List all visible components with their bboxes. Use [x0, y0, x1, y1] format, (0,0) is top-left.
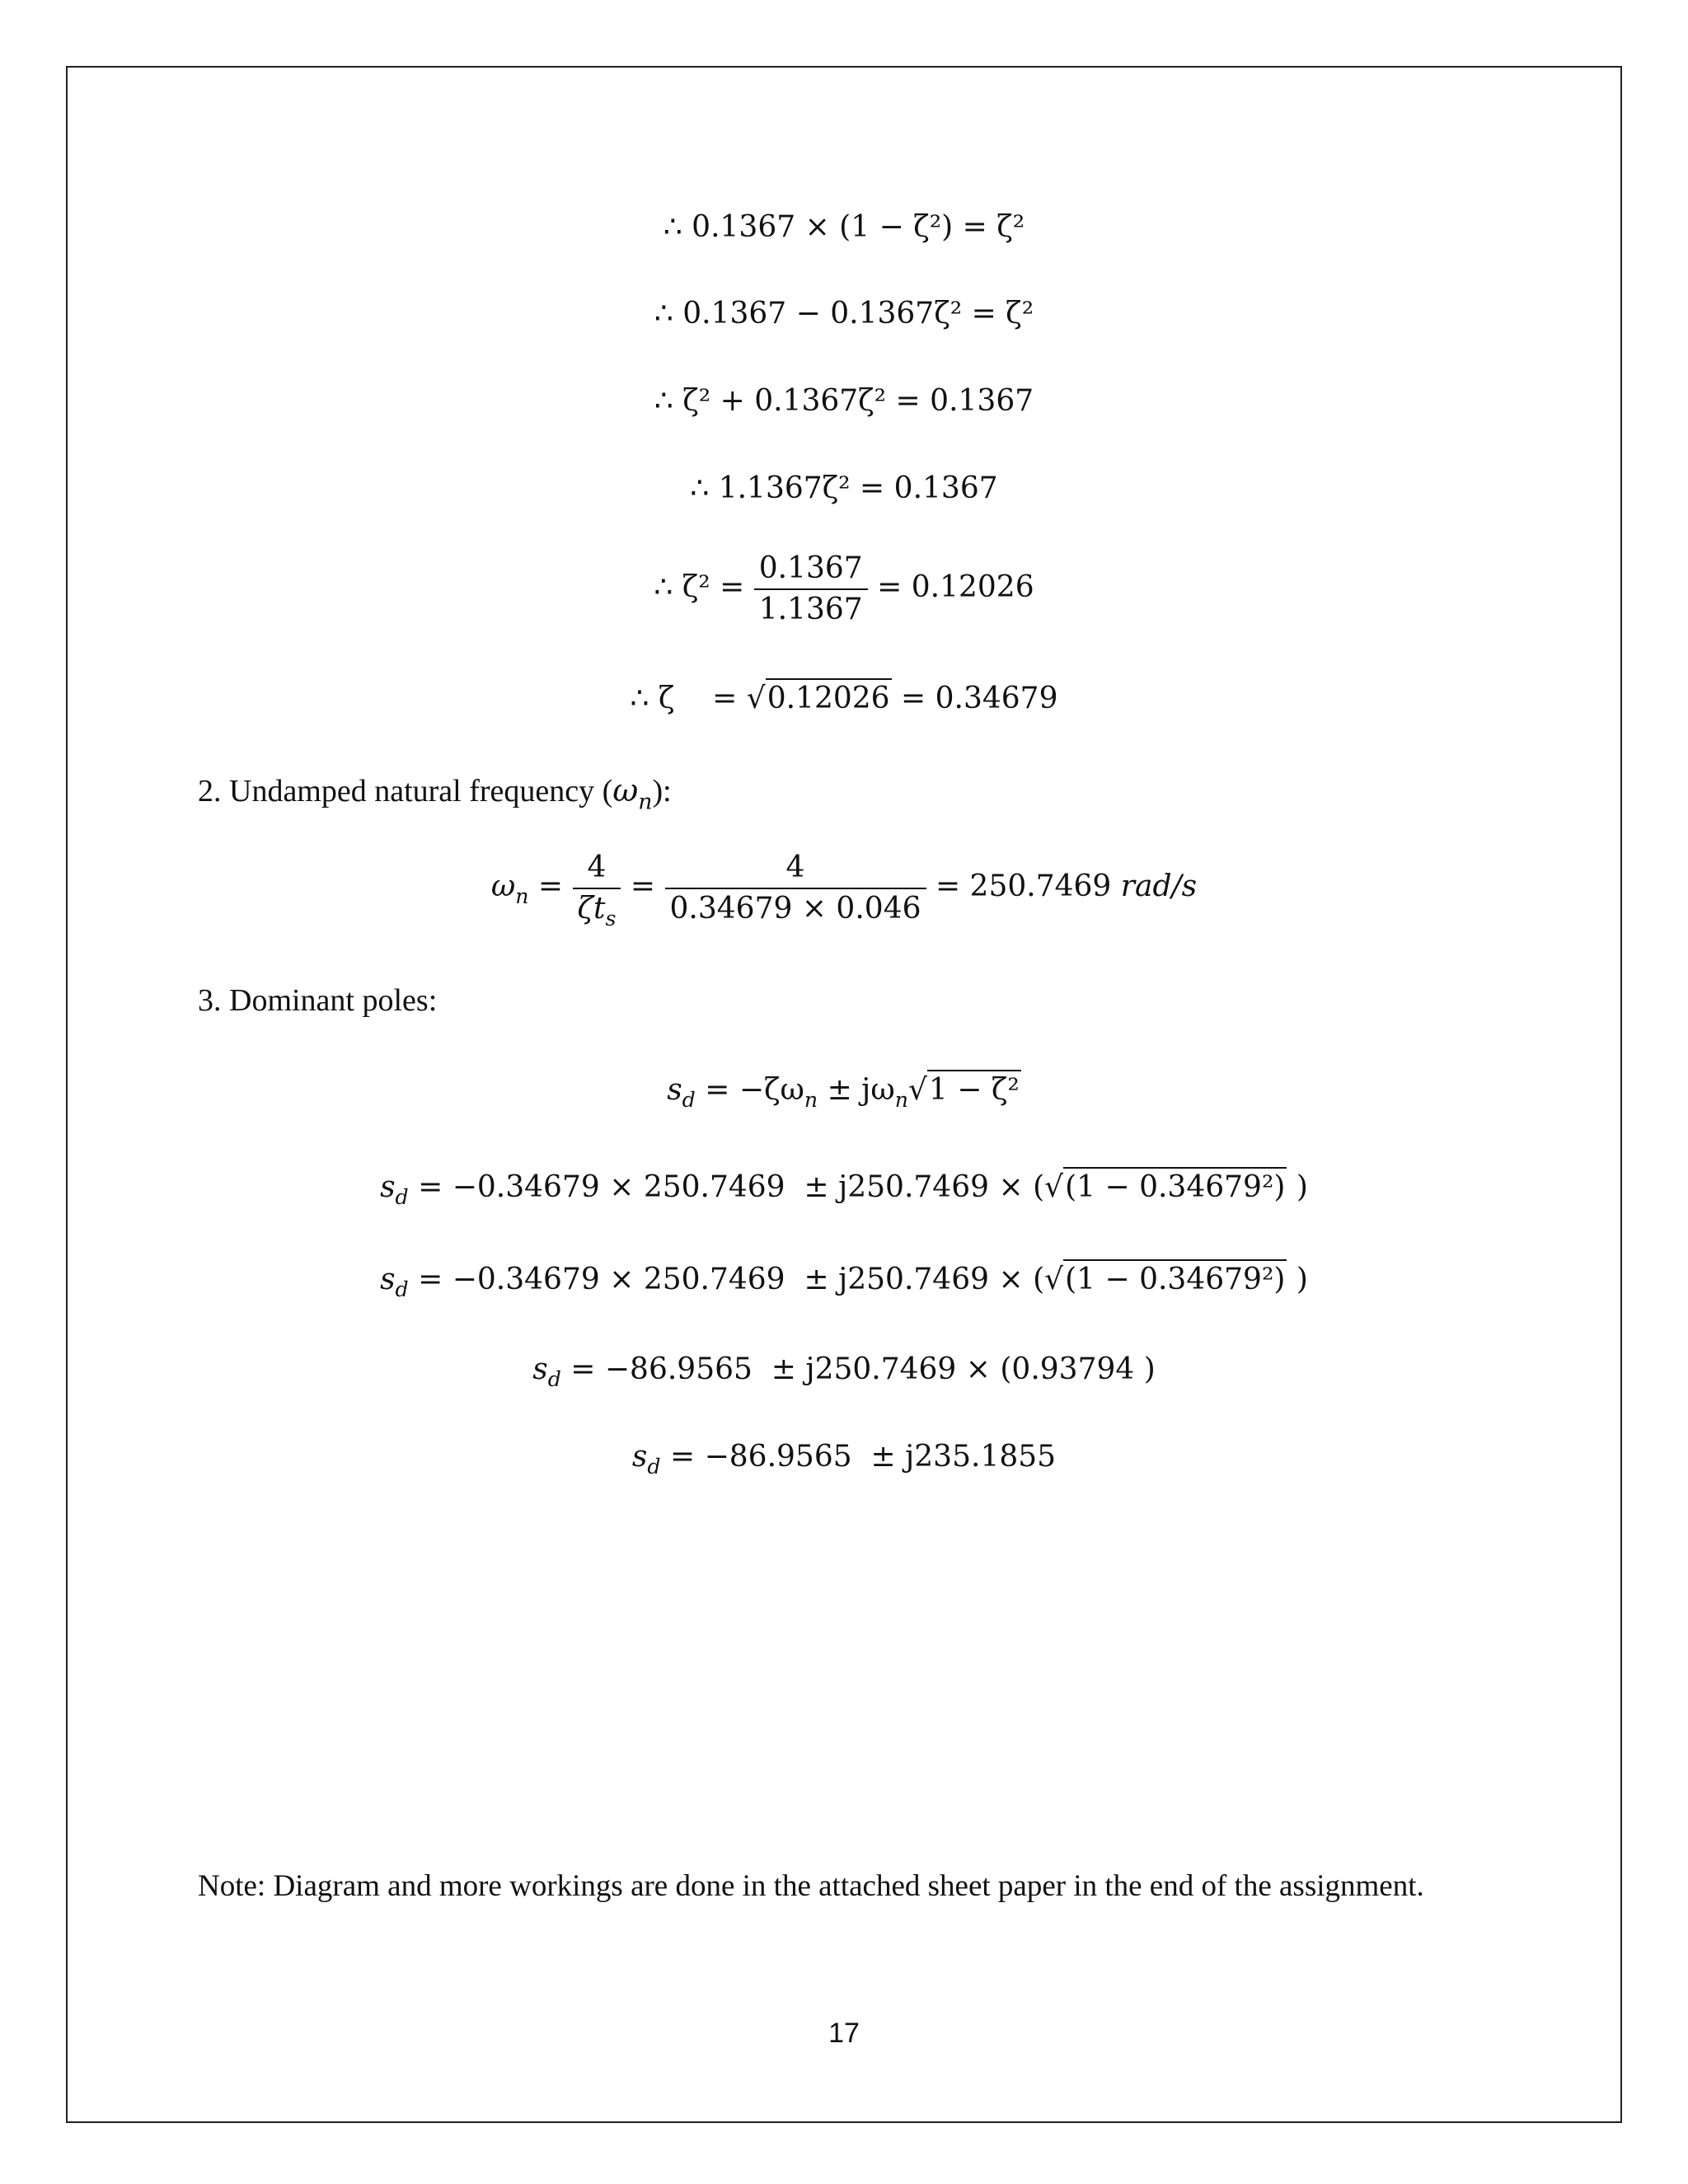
wn-lhs: ω — [490, 869, 516, 903]
wn-lhs-sub: n — [515, 883, 529, 908]
eq5-rhs: = 0.12026 — [877, 570, 1034, 604]
eq5-numerator: 0.1367 — [754, 554, 868, 590]
heading-2-omega-sub: n — [638, 789, 653, 815]
sd1-text: = −ζω — [705, 1073, 804, 1107]
note-text: Note: Diagram and more workings are done in the attached sheet paper in the end of the assignment. — [198, 1869, 1424, 1903]
eq6-radicand: 0.12026 — [766, 678, 892, 715]
sqrt-symbol: √0.12026 — [747, 684, 892, 714]
sd3-text: = −0.34679 × 250.7469 ± j250.7469 × ( — [418, 1263, 1045, 1296]
sd4-text: = −86.9565 ± j250.7469 × (0.93794 ) — [570, 1352, 1156, 1386]
heading-2-end: ): — [652, 774, 672, 808]
sd5-text: = −86.9565 ± j235.1855 — [669, 1440, 1057, 1474]
page-number: 17 — [828, 2018, 860, 2049]
equation-sd-1: $s_d = -\zeta\omega_n \pm j\omega_n√1 - \zeta^2$ — [0, 1076, 1688, 1105]
equation-sd-2: $s_d = -0.34679 \times 250.7469 \pm j250.7469 \times (√(1 - 0.34679^2)$ ) — [0, 1173, 1688, 1202]
sqrt-symbol: √1 − ζ² — [908, 1076, 1021, 1105]
eq5-lhs: ∴ ζ² = — [654, 570, 745, 604]
equation-5 — [0, 551, 1688, 626]
equation-sd-4: $s_d = -86.9565 \pm j250.7469 \times (0.93794$ ) — [532, 1352, 1156, 1391]
wn-num-2: 4 — [665, 853, 926, 889]
wn-unit: rad/s — [1120, 869, 1198, 903]
heading-natural-frequency — [198, 772, 672, 815]
equation-omega-n: $\omega_n$ = $\frac{4}{\zeta t_s}$ = $\frac{4}{0.34679 \times 0.046}$ = 250.7469 rad/s — [490, 851, 1198, 930]
equation-sd-3: $s_d = -0.34679 \times 250.7469 \pm j250.7469 \times (√(1 - 0.34679^2)$ ) — [0, 1265, 1688, 1295]
eq6-lhs: ∴ ζ = — [630, 682, 738, 715]
sd1-mid: ± jω — [818, 1073, 895, 1107]
wn-den-2: 0.34679 × 0.046 — [669, 892, 921, 926]
sqrt-symbol: √(1 − 0.34679²) — [1044, 1265, 1287, 1295]
equation-4: ∴ 1.1367ζ² = 0.1367 — [690, 471, 998, 505]
heading-2-omega: ω — [612, 772, 639, 808]
wn-rhs: = 250.7469 — [935, 869, 1112, 903]
sd2-radicand: (1 − 0.34679²) — [1063, 1167, 1287, 1204]
sd3-radicand: (1 − 0.34679²) — [1063, 1259, 1287, 1296]
sd1-mid-sub: n — [894, 1087, 908, 1112]
eq6-rhs: = 0.34679 — [901, 682, 1058, 715]
sd1-sub: n — [804, 1087, 818, 1112]
wn-den-1 — [573, 889, 621, 930]
heading-2-text: 2. Undamped natural frequency ( — [198, 774, 613, 808]
sqrt-symbol: √(1 − 0.34679²) — [1044, 1173, 1287, 1202]
sd2-close: ) — [1287, 1170, 1308, 1204]
wn-num-1: 4 — [573, 853, 621, 889]
equation-6 — [0, 684, 1688, 714]
equation-2: ∴ 0.1367 − 0.1367ζ² = ζ² — [654, 297, 1034, 330]
sd1-radicand: 1 − ζ² — [927, 1070, 1021, 1107]
wn-fraction-2 — [665, 853, 926, 924]
wn-fraction-1 — [573, 851, 621, 930]
eq5-denominator: 1.1367 — [758, 593, 863, 626]
equation-1: ∴ 0.1367 × (1 − ζ²) = ζ² — [663, 210, 1025, 244]
eq5-fraction — [754, 551, 868, 626]
sd3-close: ) — [1287, 1263, 1308, 1296]
sd2-text: = −0.34679 × 250.7469 ± j250.7469 × ( — [418, 1170, 1045, 1204]
equation-sd-5: $s_d = -86.9565 \pm j235.1855$ — [631, 1440, 1057, 1479]
wn-den-1-text: ζt — [577, 892, 606, 926]
equation-3: ∴ ζ² + 0.1367ζ² = 0.1367 — [654, 384, 1034, 418]
wn-den-1-sub: s — [605, 906, 617, 930]
heading-dominant-poles: 3. Dominant poles: — [198, 983, 438, 1018]
